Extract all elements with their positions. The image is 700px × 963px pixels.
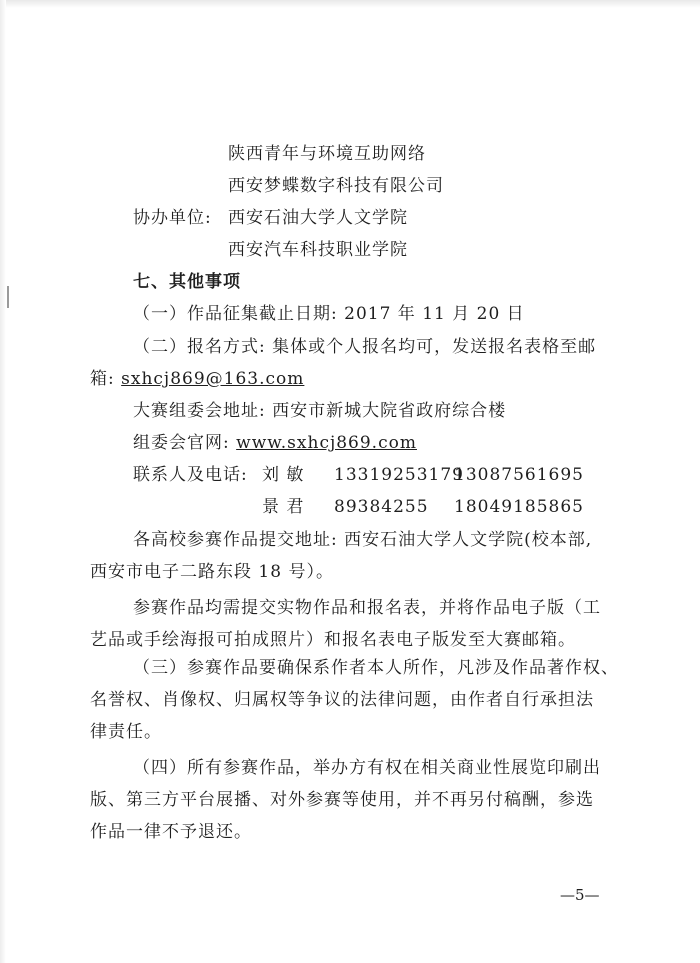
supporting-org-2: 西安梦蝶数字科技有限公司 [228, 176, 444, 196]
page-number: —5— [560, 886, 600, 904]
scan-left-edge [0, 0, 6, 963]
co-organizer-1: 西安石油大学人文学院 [228, 208, 408, 228]
contact-label: 联系人及电话: [133, 465, 248, 485]
contact-phone: 13087561695 [454, 465, 584, 485]
signup-email-line [90, 368, 304, 390]
submission-address-line: 各高校参赛作品提交地址: 西安石油大学人文学院(校本部, [133, 530, 593, 550]
email-label: 箱: [90, 369, 122, 389]
address-line: 大赛组委会地址: 西安市新城大院省政府综合楼 [133, 401, 507, 421]
item4-line: 版、第三方平台展播、对外参赛等使用，并不再另付稿酬，参选 [90, 790, 594, 810]
website-link[interactable]: www.sxhcj869.com [236, 433, 417, 453]
supporting-org-1: 陕西青年与环境互助网络 [228, 144, 426, 164]
email-link[interactable]: sxhcj869@163.com [121, 369, 305, 389]
section-heading: 七、其他事项 [133, 272, 241, 292]
contact-phone: 89384255 [334, 497, 429, 517]
item3-line: 名誉权、肖像权、归属权等争议的法律问题，由作者自行承担法 [90, 690, 594, 710]
item3-line: 律责任。 [90, 722, 162, 742]
item4-line: （四）所有参赛作品，举办方有权在相关商业性展览印刷出 [133, 758, 601, 778]
website-label: 组委会官网: [133, 433, 237, 453]
scan-artifact-mark [7, 286, 9, 308]
deadline-line: （一）作品征集截止日期: 2017 年 11 月 20 日 [133, 304, 525, 324]
signup-line: （二）报名方式: 集体或个人报名均可，发送报名表格至邮 [133, 337, 597, 357]
submission-address-line: 西安市电子二路东段 18 号）。 [90, 562, 334, 582]
co-organizer-2: 西安汽车科技职业学院 [228, 240, 408, 260]
item3-line: （三）参赛作品要确保系作者本人所作，凡涉及作品著作权、 [133, 658, 619, 678]
entries-line: 艺品或手绘海报可拍成照片）和报名表电子版发至大赛邮箱。 [90, 630, 576, 650]
contact-phone: 18049185865 [454, 497, 584, 517]
contact-name: 景 君 [262, 497, 305, 517]
co-organizer-label: 协办单位: [133, 208, 212, 228]
entries-line: 参赛作品均需提交实物作品和报名表，并将作品电子版（工 [133, 598, 601, 618]
contact-phone: 13319253179 [334, 465, 464, 485]
scan-top-edge [0, 0, 700, 8]
item4-line: 作品一律不予退还。 [90, 822, 252, 842]
contact-name: 刘 敏 [262, 465, 305, 485]
website-line [133, 432, 417, 454]
